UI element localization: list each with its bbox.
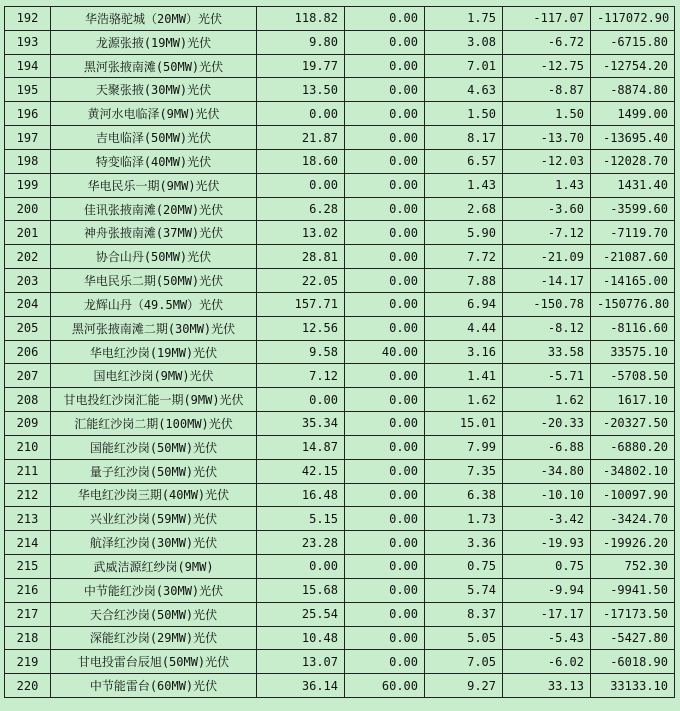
- table-row: [5, 7, 675, 31]
- value-b-cell: 0.00: [345, 626, 425, 650]
- value-e-cell: -3599.60: [591, 197, 675, 221]
- value-d-cell: -10.10: [503, 483, 591, 507]
- table-row: [5, 30, 675, 54]
- value-d-cell: 33.13: [503, 674, 591, 698]
- row-number-cell: 205: [5, 316, 51, 340]
- station-name-cell: 特变临泽(40MW)光伏: [51, 149, 257, 173]
- value-b-cell: 0.00: [345, 531, 425, 555]
- table-row: [5, 102, 675, 126]
- table-row: [5, 173, 675, 197]
- value-b-cell: 0.00: [345, 102, 425, 126]
- station-name-cell: 吉电临泽(50MW)光伏: [51, 126, 257, 150]
- row-number-cell: 192: [5, 7, 51, 31]
- row-number-cell: 218: [5, 626, 51, 650]
- value-b-cell: 0.00: [345, 149, 425, 173]
- value-c-cell: 7.99: [425, 435, 503, 459]
- value-c-cell: 3.16: [425, 340, 503, 364]
- table-row: [5, 602, 675, 626]
- value-c-cell: 3.36: [425, 531, 503, 555]
- station-name-cell: 龙辉山丹（49.5MW）光伏: [51, 292, 257, 316]
- value-b-cell: 0.00: [345, 221, 425, 245]
- value-d-cell: -13.70: [503, 126, 591, 150]
- value-d-cell: -12.03: [503, 149, 591, 173]
- value-b-cell: 0.00: [345, 197, 425, 221]
- value-b-cell: 0.00: [345, 54, 425, 78]
- value-d-cell: 1.43: [503, 173, 591, 197]
- station-name-cell: 黑河张掖南滩(50MW)光伏: [51, 54, 257, 78]
- value-a-cell: 42.15: [257, 459, 345, 483]
- value-c-cell: 6.38: [425, 483, 503, 507]
- value-e-cell: -12028.70: [591, 149, 675, 173]
- station-name-cell: 华电民乐一期(9MW)光伏: [51, 173, 257, 197]
- value-b-cell: 0.00: [345, 435, 425, 459]
- value-d-cell: -6.02: [503, 650, 591, 674]
- station-name-cell: 中节能红沙岗(30MW)光伏: [51, 578, 257, 602]
- table-row: [5, 483, 675, 507]
- value-d-cell: -20.33: [503, 412, 591, 436]
- station-name-cell: 航泽红沙岗(30MW)光伏: [51, 531, 257, 555]
- value-c-cell: 4.44: [425, 316, 503, 340]
- value-d-cell: -5.71: [503, 364, 591, 388]
- value-b-cell: 0.00: [345, 30, 425, 54]
- station-name-cell: 天聚张掖(30MW)光伏: [51, 78, 257, 102]
- station-name-cell: 华电民乐二期(50MW)光伏: [51, 269, 257, 293]
- row-number-cell: 203: [5, 269, 51, 293]
- value-b-cell: 0.00: [345, 292, 425, 316]
- row-number-cell: 198: [5, 149, 51, 173]
- value-b-cell: 0.00: [345, 173, 425, 197]
- value-d-cell: -7.12: [503, 221, 591, 245]
- value-e-cell: -34802.10: [591, 459, 675, 483]
- value-b-cell: 0.00: [345, 245, 425, 269]
- value-a-cell: 22.05: [257, 269, 345, 293]
- table-row: [5, 412, 675, 436]
- value-e-cell: -13695.40: [591, 126, 675, 150]
- value-e-cell: -6880.20: [591, 435, 675, 459]
- value-b-cell: 0.00: [345, 483, 425, 507]
- table-row: [5, 221, 675, 245]
- value-a-cell: 7.12: [257, 364, 345, 388]
- station-name-cell: 龙源张掖(19MW)光伏: [51, 30, 257, 54]
- row-number-cell: 197: [5, 126, 51, 150]
- assessment-table: [4, 6, 675, 698]
- value-c-cell: 8.37: [425, 602, 503, 626]
- table-body: [5, 7, 675, 698]
- station-name-cell: 武威洁源红纱岗(9MW): [51, 555, 257, 579]
- value-b-cell: 0.00: [345, 126, 425, 150]
- row-number-cell: 210: [5, 435, 51, 459]
- value-b-cell: 0.00: [345, 507, 425, 531]
- value-a-cell: 0.00: [257, 555, 345, 579]
- row-number-cell: 216: [5, 578, 51, 602]
- value-a-cell: 9.80: [257, 30, 345, 54]
- value-a-cell: 9.58: [257, 340, 345, 364]
- value-b-cell: 0.00: [345, 578, 425, 602]
- row-number-cell: 219: [5, 650, 51, 674]
- value-b-cell: 0.00: [345, 7, 425, 31]
- row-number-cell: 213: [5, 507, 51, 531]
- value-d-cell: 1.50: [503, 102, 591, 126]
- value-e-cell: -14165.00: [591, 269, 675, 293]
- value-a-cell: 13.07: [257, 650, 345, 674]
- value-e-cell: -150776.80: [591, 292, 675, 316]
- row-number-cell: 201: [5, 221, 51, 245]
- table-row: [5, 78, 675, 102]
- station-name-cell: 黄河水电临泽(9MW)光伏: [51, 102, 257, 126]
- value-c-cell: 5.90: [425, 221, 503, 245]
- value-a-cell: 13.02: [257, 221, 345, 245]
- value-b-cell: 0.00: [345, 364, 425, 388]
- value-d-cell: -3.60: [503, 197, 591, 221]
- row-number-cell: 220: [5, 674, 51, 698]
- value-d-cell: -17.17: [503, 602, 591, 626]
- value-b-cell: 0.00: [345, 269, 425, 293]
- row-number-cell: 217: [5, 602, 51, 626]
- value-e-cell: -12754.20: [591, 54, 675, 78]
- table-row: [5, 388, 675, 412]
- value-c-cell: 1.43: [425, 173, 503, 197]
- value-a-cell: 35.34: [257, 412, 345, 436]
- station-name-cell: 国能红沙岗(50MW)光伏: [51, 435, 257, 459]
- table-row: [5, 126, 675, 150]
- value-b-cell: 0.00: [345, 650, 425, 674]
- value-a-cell: 157.71: [257, 292, 345, 316]
- station-name-cell: 华电红沙岗(19MW)光伏: [51, 340, 257, 364]
- value-a-cell: 6.28: [257, 197, 345, 221]
- value-a-cell: 19.77: [257, 54, 345, 78]
- value-a-cell: 10.48: [257, 626, 345, 650]
- value-b-cell: 0.00: [345, 555, 425, 579]
- station-name-cell: 黑河张掖南滩二期(30MW)光伏: [51, 316, 257, 340]
- value-e-cell: -7119.70: [591, 221, 675, 245]
- value-d-cell: -8.12: [503, 316, 591, 340]
- value-a-cell: 118.82: [257, 7, 345, 31]
- table-row: [5, 555, 675, 579]
- value-e-cell: -20327.50: [591, 412, 675, 436]
- value-d-cell: 33.58: [503, 340, 591, 364]
- row-number-cell: 200: [5, 197, 51, 221]
- station-name-cell: 神舟张掖南滩(37MW)光伏: [51, 221, 257, 245]
- row-number-cell: 212: [5, 483, 51, 507]
- value-c-cell: 1.75: [425, 7, 503, 31]
- row-number-cell: 199: [5, 173, 51, 197]
- value-a-cell: 28.81: [257, 245, 345, 269]
- value-d-cell: -12.75: [503, 54, 591, 78]
- value-b-cell: 60.00: [345, 674, 425, 698]
- value-c-cell: 7.01: [425, 54, 503, 78]
- value-a-cell: 0.00: [257, 173, 345, 197]
- table-row: [5, 435, 675, 459]
- row-number-cell: 195: [5, 78, 51, 102]
- value-a-cell: 18.60: [257, 149, 345, 173]
- value-d-cell: -19.93: [503, 531, 591, 555]
- value-d-cell: -34.80: [503, 459, 591, 483]
- value-e-cell: 33575.10: [591, 340, 675, 364]
- table-row: [5, 531, 675, 555]
- value-a-cell: 36.14: [257, 674, 345, 698]
- value-c-cell: 7.05: [425, 650, 503, 674]
- value-d-cell: -5.43: [503, 626, 591, 650]
- value-a-cell: 12.56: [257, 316, 345, 340]
- row-number-cell: 211: [5, 459, 51, 483]
- value-e-cell: -5427.80: [591, 626, 675, 650]
- station-name-cell: 甘电投雷台辰旭(50MW)光伏: [51, 650, 257, 674]
- value-a-cell: 0.00: [257, 102, 345, 126]
- station-name-cell: 佳讯张掖南滩(20MW)光伏: [51, 197, 257, 221]
- table-row: [5, 340, 675, 364]
- station-name-cell: 协合山丹(50MW)光伏: [51, 245, 257, 269]
- table-row: [5, 674, 675, 698]
- value-c-cell: 9.27: [425, 674, 503, 698]
- value-d-cell: -8.87: [503, 78, 591, 102]
- value-d-cell: -6.72: [503, 30, 591, 54]
- value-c-cell: 3.08: [425, 30, 503, 54]
- value-e-cell: -5708.50: [591, 364, 675, 388]
- value-d-cell: 1.62: [503, 388, 591, 412]
- station-name-cell: 国电红沙岗(9MW)光伏: [51, 364, 257, 388]
- row-number-cell: 204: [5, 292, 51, 316]
- station-name-cell: 甘电投红沙岗汇能一期(9MW)光伏: [51, 388, 257, 412]
- value-c-cell: 8.17: [425, 126, 503, 150]
- value-c-cell: 1.62: [425, 388, 503, 412]
- value-e-cell: -117072.90: [591, 7, 675, 31]
- value-d-cell: -21.09: [503, 245, 591, 269]
- station-name-cell: 量子红沙岗(50MW)光伏: [51, 459, 257, 483]
- value-d-cell: -6.88: [503, 435, 591, 459]
- value-c-cell: 0.75: [425, 555, 503, 579]
- row-number-cell: 208: [5, 388, 51, 412]
- value-e-cell: 1499.00: [591, 102, 675, 126]
- table-row: [5, 578, 675, 602]
- value-a-cell: 21.87: [257, 126, 345, 150]
- row-number-cell: 196: [5, 102, 51, 126]
- row-number-cell: 214: [5, 531, 51, 555]
- row-number-cell: 215: [5, 555, 51, 579]
- value-a-cell: 14.87: [257, 435, 345, 459]
- row-number-cell: 209: [5, 412, 51, 436]
- value-e-cell: -3424.70: [591, 507, 675, 531]
- value-e-cell: -6018.90: [591, 650, 675, 674]
- station-name-cell: 深能红沙岗(29MW)光伏: [51, 626, 257, 650]
- value-a-cell: 25.54: [257, 602, 345, 626]
- table-row: [5, 292, 675, 316]
- value-c-cell: 7.35: [425, 459, 503, 483]
- value-c-cell: 1.50: [425, 102, 503, 126]
- station-name-cell: 中节能雷台(60MW)光伏: [51, 674, 257, 698]
- table-row: [5, 245, 675, 269]
- value-e-cell: 1431.40: [591, 173, 675, 197]
- row-number-cell: 194: [5, 54, 51, 78]
- value-a-cell: 16.48: [257, 483, 345, 507]
- table-row: [5, 364, 675, 388]
- value-c-cell: 7.72: [425, 245, 503, 269]
- value-e-cell: 752.30: [591, 555, 675, 579]
- value-a-cell: 15.68: [257, 578, 345, 602]
- value-d-cell: -9.94: [503, 578, 591, 602]
- value-e-cell: 33133.10: [591, 674, 675, 698]
- value-d-cell: -117.07: [503, 7, 591, 31]
- station-name-cell: 汇能红沙岗二期(100MW)光伏: [51, 412, 257, 436]
- value-b-cell: 0.00: [345, 316, 425, 340]
- value-b-cell: 0.00: [345, 602, 425, 626]
- value-c-cell: 5.05: [425, 626, 503, 650]
- table-row: [5, 197, 675, 221]
- row-number-cell: 206: [5, 340, 51, 364]
- row-number-cell: 202: [5, 245, 51, 269]
- value-c-cell: 7.88: [425, 269, 503, 293]
- value-e-cell: -8116.60: [591, 316, 675, 340]
- value-c-cell: 4.63: [425, 78, 503, 102]
- table-row: [5, 650, 675, 674]
- table-row: [5, 54, 675, 78]
- table-row: [5, 459, 675, 483]
- value-b-cell: 0.00: [345, 459, 425, 483]
- row-number-cell: 193: [5, 30, 51, 54]
- value-e-cell: -17173.50: [591, 602, 675, 626]
- value-e-cell: 1617.10: [591, 388, 675, 412]
- value-e-cell: -21087.60: [591, 245, 675, 269]
- value-c-cell: 2.68: [425, 197, 503, 221]
- value-c-cell: 1.41: [425, 364, 503, 388]
- value-e-cell: -9941.50: [591, 578, 675, 602]
- table-row: [5, 149, 675, 173]
- value-e-cell: -8874.80: [591, 78, 675, 102]
- value-d-cell: -150.78: [503, 292, 591, 316]
- row-number-cell: 207: [5, 364, 51, 388]
- value-d-cell: -3.42: [503, 507, 591, 531]
- station-name-cell: 华浩骆驼城（20MW）光伏: [51, 7, 257, 31]
- value-c-cell: 1.73: [425, 507, 503, 531]
- value-a-cell: 5.15: [257, 507, 345, 531]
- value-e-cell: -19926.20: [591, 531, 675, 555]
- value-d-cell: -14.17: [503, 269, 591, 293]
- value-b-cell: 0.00: [345, 78, 425, 102]
- station-name-cell: 兴业红沙岗(59MW)光伏: [51, 507, 257, 531]
- value-c-cell: 6.57: [425, 149, 503, 173]
- value-a-cell: 23.28: [257, 531, 345, 555]
- value-e-cell: -10097.90: [591, 483, 675, 507]
- table-row: [5, 507, 675, 531]
- value-e-cell: -6715.80: [591, 30, 675, 54]
- station-name-cell: 天合红沙岗(50MW)光伏: [51, 602, 257, 626]
- value-c-cell: 6.94: [425, 292, 503, 316]
- value-b-cell: 0.00: [345, 412, 425, 436]
- station-name-cell: 华电红沙岗三期(40MW)光伏: [51, 483, 257, 507]
- table-row: [5, 626, 675, 650]
- value-b-cell: 40.00: [345, 340, 425, 364]
- value-a-cell: 0.00: [257, 388, 345, 412]
- value-b-cell: 0.00: [345, 388, 425, 412]
- table-row: [5, 269, 675, 293]
- value-c-cell: 15.01: [425, 412, 503, 436]
- table-row: [5, 316, 675, 340]
- value-d-cell: 0.75: [503, 555, 591, 579]
- value-a-cell: 13.50: [257, 78, 345, 102]
- value-c-cell: 5.74: [425, 578, 503, 602]
